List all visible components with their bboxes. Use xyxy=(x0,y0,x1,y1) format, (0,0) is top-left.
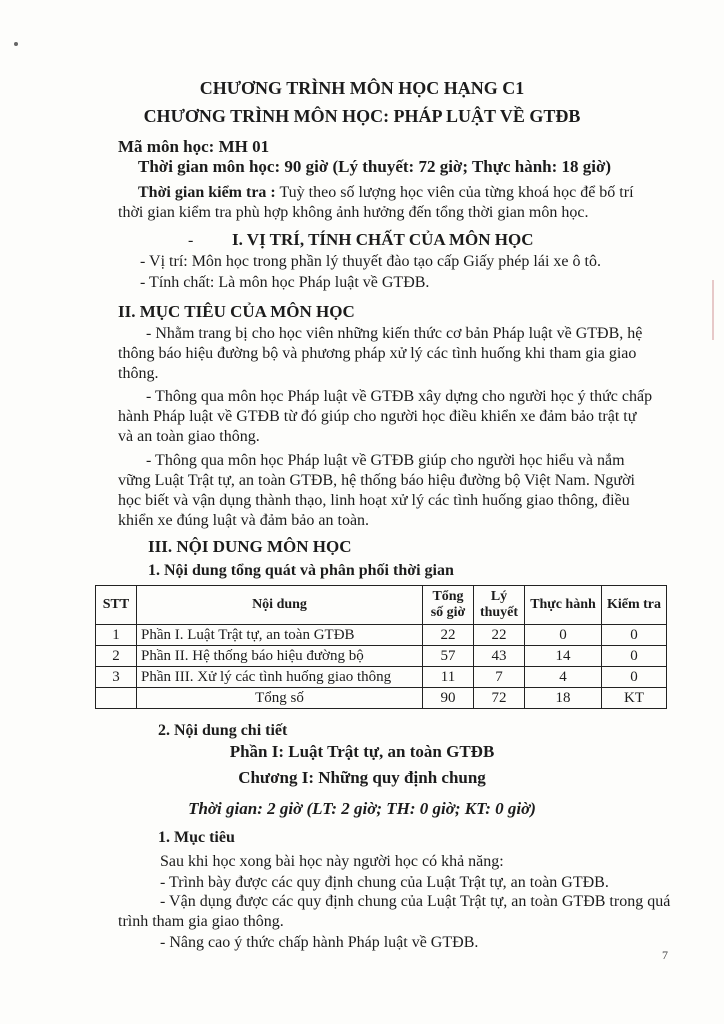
cell-practice: 14 xyxy=(525,646,602,667)
section-3-heading: III. NỘI DUNG MÔN HỌC xyxy=(148,537,352,556)
goal-item-3: - Nâng cao ý thức chấp hành Pháp luật về GTĐB. xyxy=(160,934,479,951)
document-subtitle: CHƯƠNG TRÌNH MÔN HỌC: PHÁP LUẬT VỀ GTĐB xyxy=(143,106,581,126)
cell-total-label: Tổng số xyxy=(137,688,423,709)
cell-test: 0 xyxy=(602,625,667,646)
chapter-heading: Chương I: Những quy định chung xyxy=(238,768,486,787)
heading-dash: - xyxy=(188,232,194,249)
cell-stt: 1 xyxy=(96,625,137,646)
course-code: Mã môn học: MH 01 xyxy=(118,137,270,156)
header-test: Kiểm tra xyxy=(602,586,667,625)
cell-theory: 22 xyxy=(474,625,525,646)
course-duration: Thời gian môn học: 90 giờ (Lý thuyết: 72 giờ; Thực hành: 18 giờ) xyxy=(138,157,612,176)
chapter-time: Thời gian: 2 giờ (LT: 2 giờ; TH: 0 giờ; KT: 0 giờ) xyxy=(188,799,536,818)
cell-total: 90 xyxy=(423,688,474,709)
header-theory: Lý thuyết xyxy=(474,586,525,625)
cell-theory: 43 xyxy=(474,646,525,667)
cell-theory: 7 xyxy=(474,667,525,688)
position-line: - Vị trí: Môn học trong phần lý thuyết đào tạo cấp Giấy phép lái xe ô tô. xyxy=(140,253,601,270)
nature-line: - Tính chất: Là môn học Pháp luật về GTĐB. xyxy=(140,274,430,291)
table-total-row xyxy=(96,688,667,709)
cell-theory: 72 xyxy=(474,688,525,709)
scan-speck xyxy=(14,42,18,46)
cell-stt xyxy=(96,688,137,709)
objective-paragraph-2: - Thông qua môn học Pháp luật về GTĐB xây dựng cho người học ý thức chấp hành Pháp luật về GTĐB từ đó giúp cho người học điều khiển xe đảm bảo trật tự và an toàn giao thông. xyxy=(118,388,653,445)
goal-item-2: - Vận dụng được các quy định chung của Luật Trật tự, an toàn GTĐB trong quá trình tham gia giao thông. xyxy=(118,893,671,930)
cell-total: 57 xyxy=(423,646,474,667)
subsection-1-heading: 1. Nội dung tổng quát và phân phối thời gian xyxy=(148,562,454,579)
cell-practice: 4 xyxy=(525,667,602,688)
cell-test: 0 xyxy=(602,646,667,667)
goal-intro: Sau khi học xong bài học này người học có khả năng: xyxy=(160,853,504,870)
subsection-2-heading: 2. Nội dung chi tiết xyxy=(158,722,288,739)
cell-total: 22 xyxy=(423,625,474,646)
objective-paragraph-3: - Thông qua môn học Pháp luật về GTĐB giúp cho người học hiểu và nắm vững Luật Trật tự, an toàn GTĐB, hệ thống báo hiệu đường bộ Việt Nam. Người học biết và vận dụng thành thạo, linh hoạt xử lý các tình huống giao thông, điều khiển xe đúng luật và đảm bảo an toàn. xyxy=(118,452,635,529)
document-title: CHƯƠNG TRÌNH MÔN HỌC HẠNG C1 xyxy=(199,78,525,98)
test-time-text: Tuỳ theo số lượng học viên của từng khoá học để bố trí thời gian kiểm tra phù hợp không ảnh hưởng đến tổng thời gian môn học. xyxy=(118,184,634,221)
cell-practice: 18 xyxy=(525,688,602,709)
cell-content: Phần III. Xử lý các tình huống giao thông xyxy=(137,667,423,688)
page-number: 7 xyxy=(662,948,668,962)
time-distribution-table xyxy=(95,585,667,709)
table-row xyxy=(96,625,667,646)
cell-test: KT xyxy=(602,688,667,709)
goal-item-1: - Trình bày được các quy định chung của Luật Trật tự, an toàn GTĐB. xyxy=(160,874,609,891)
cell-content: Phần II. Hệ thống báo hiệu đường bộ xyxy=(137,646,423,667)
table-row xyxy=(96,646,667,667)
cell-stt: 3 xyxy=(96,667,137,688)
header-stt: STT xyxy=(96,586,137,625)
cell-stt: 2 xyxy=(96,646,137,667)
header-practice: Thực hành xyxy=(525,586,602,625)
part-heading: Phần I: Luật Trật tự, an toàn GTĐB xyxy=(229,742,495,761)
header-total-hours: Tổng số giờ xyxy=(423,586,474,625)
section-1-heading: I. VỊ TRÍ, TÍNH CHẤT CỦA MÔN HỌC xyxy=(232,230,534,249)
section-2-heading: II. MỤC TIÊU CỦA MÔN HỌC xyxy=(118,302,355,321)
test-time-label: Thời gian kiểm tra : xyxy=(138,184,276,201)
header-content: Nội dung xyxy=(137,586,423,625)
scan-edge-mark xyxy=(712,280,714,340)
table-header-row xyxy=(96,586,667,625)
test-time-paragraph xyxy=(118,183,638,223)
cell-practice: 0 xyxy=(525,625,602,646)
goal-heading: 1. Mục tiêu xyxy=(158,829,235,846)
objective-paragraph-1: - Nhằm trang bị cho học viên những kiến thức cơ bản Pháp luật về GTĐB, hệ thông báo hiệu đường bộ và phương pháp xử lý các tình huống khi tham gia giao thông. xyxy=(118,325,643,382)
cell-content: Phần I. Luật Trật tự, an toàn GTĐB xyxy=(137,625,423,646)
cell-total: 11 xyxy=(423,667,474,688)
cell-test: 0 xyxy=(602,667,667,688)
table-row xyxy=(96,667,667,688)
